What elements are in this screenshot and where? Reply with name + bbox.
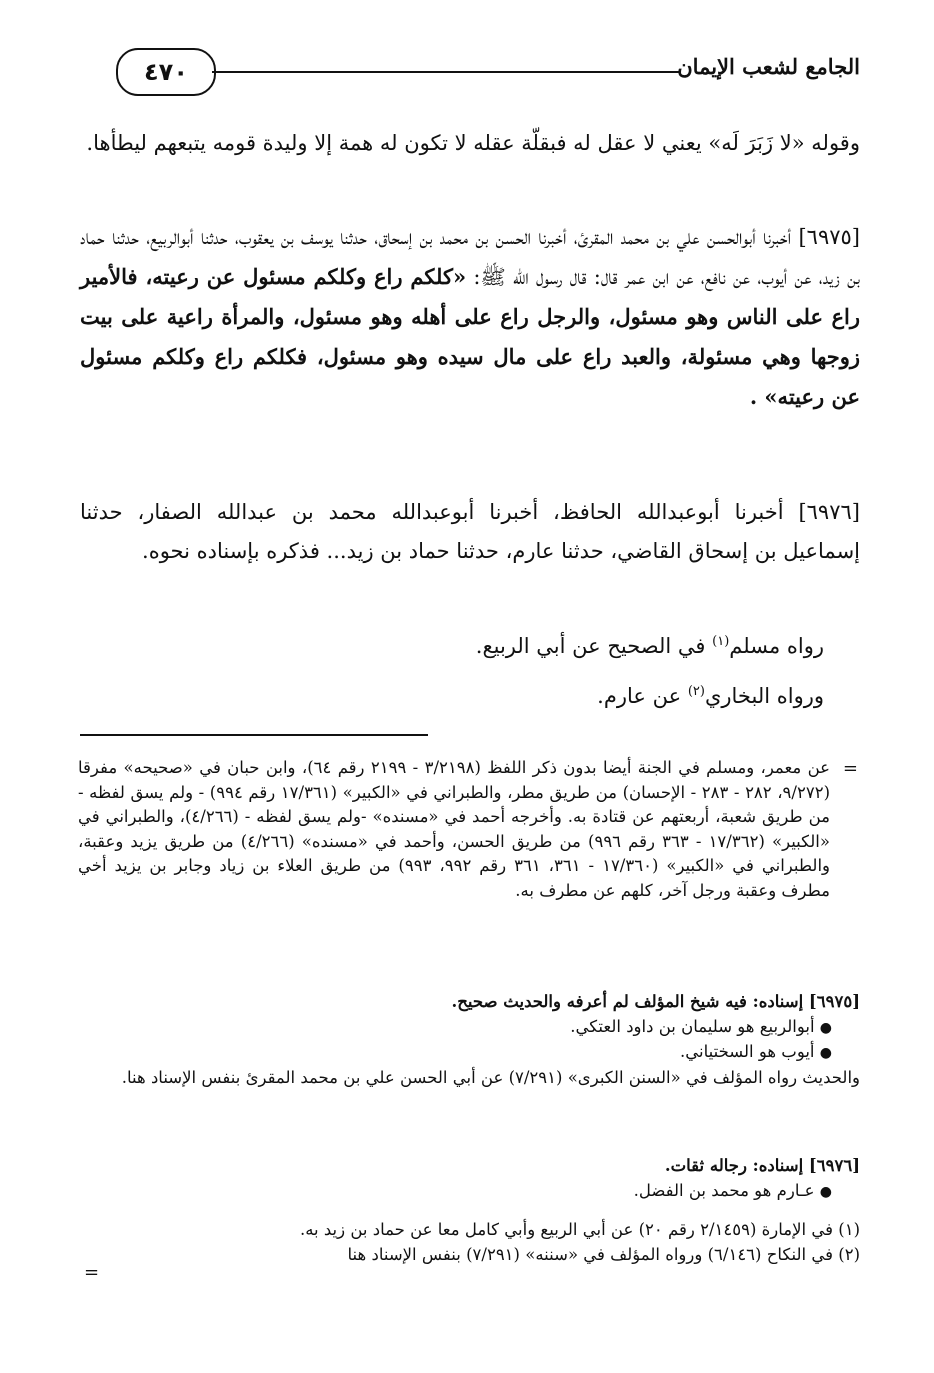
footnote-ref-1: (١): [712, 634, 730, 649]
footnote-1: (١) في الإمارة (٢/١٤٥٩ رقم ٢٠) عن أبي الربيع وأبي كامل معا عن حماد بن زيد به.: [299, 1220, 860, 1239]
hadith-matn: «كلكم راع وكلكم مسئول عن رعيته، فالأمير راع على الناس وهو مسئول، والرجل راع على أهله وهو مسئول، والمرأة راعية على بيت زوجها وهي مسئولة، والعبد راع على مال سيده وهو مسئول، فكلكم راع وكلكم مسئول عن رعيته» .: [80, 264, 860, 409]
header-rule: [212, 71, 680, 73]
list-item: ● عـارم هو محمد بن الفضل.: [633, 1180, 832, 1200]
note-text: والحديث رواه المؤلف في «السنن الكبرى» (٧/٢٩١) عن أبي الحسن علي بن محمد المقرئ بنفس الإسناد هنا.: [121, 1067, 860, 1087]
hadith-number: [٦٩٧٥]: [798, 225, 860, 249]
note-heading: [٦٩٧٦] إسناده: رجاله ثقات.: [664, 1156, 860, 1175]
hadith-number: [٦٩٧٦]: [798, 500, 860, 524]
list-item: ● أبوالربيع هو سليمان بن داود العتكي.: [570, 1016, 832, 1036]
continuation-mark-end: =: [84, 1262, 100, 1283]
bullet-icon: ●: [819, 1183, 832, 1200]
note-heading: [٦٩٧٥] إسناده: فيه شيخ المؤلف لم أعرفه والحديث صحيح.: [451, 992, 860, 1011]
footnote-separator: [80, 734, 428, 736]
page-number: ٤٧٠: [116, 48, 216, 96]
bullet-icon: ●: [819, 1019, 832, 1036]
takhrij-muslim: رواه مسلم$^{(١)}$ في الصحيح عن أبي الربيع.: [475, 634, 824, 658]
footnotes-numbered: [78, 1218, 860, 1267]
paragraph-commentary: [80, 124, 860, 163]
commentary-text: وقوله «لا زَبَرَ لَه» يعني لا عقل له فبقلّة عقله لا تكون له همة إلا وليدة قومه يتبعهم ليطأها.: [86, 131, 860, 155]
footnote-text: عن معمر، ومسلم في الجنة أيضا بدون ذكر اللفظ (٣/٢١٩٨ - ٢١٩٩ رقم ٦٤)، وابن حبان في «صحيحه» مفرقا (٩/٢٧٢، ٢٨٢ - ٢٨٣ - الإحسان) من طريق مطر، والطبراني في «الكبير» (١٧/٣٦١ رقم ٩٩٤) - ولم يسق لفظه - من طريق شعبة، أربعتهم عن قتادة به. وأخرجه أحمد في «مسنده» -ولم يسق لفظه - (٤/٢٦٦)، والطبراني في «الكبير» (١٧/٣٦٢ - ٣٦٣ رقم ٩٩٦) من طريق الحسن، وأحمد في «مسنده» (٤/٢٦٦) من طريق يزيد وعقبة، والطبراني في «الكبير» (١٧/٣٦٠ - ٣٦١، ٣٦١ رقم ٩٩٢، ٩٩٣) من طريق العلاء بن زياد وجابر بن يزيد أخي مطرف وعقبة ورجل آخر، كلهم عن مطرف به.: [78, 758, 831, 900]
bullet-icon: ●: [819, 1045, 832, 1061]
list-item: ● أيوب هو السختياني.: [680, 1042, 832, 1061]
hadith-isnad: أخبرنا أبوالحسن علي بن محمد المقرئ، أخبرنا الحسن بن محمد بن إسحاق، حدثنا يوسف بن يعقوب، حدثنا أبوالربيع، حدثنا حماد بن زيد، عن أيوب، عن نافع، عن ابن عمر قال: قال رسول الله ﷺ:: [80, 225, 860, 289]
footnote-continued: [78, 756, 830, 903]
note-6976: [78, 1154, 860, 1204]
note-6975: [78, 990, 860, 1090]
footnote-ref-2: (٢): [687, 684, 705, 699]
continuation-mark: =: [842, 758, 858, 779]
hadith-6975: [80, 218, 860, 417]
book-title: الجامع لشعب الإيمان: [677, 54, 860, 79]
page-header: [70, 44, 860, 104]
takhrij-bukhari: ورواه البخاري$^{(٢)}$ عن عارم.: [597, 684, 824, 708]
footnote-2: (٢) في النكاح (٦/١٤٦) ورواه المؤلف في «سننه» (٧/٢٩١) بنفس الإسناد هنا: [347, 1244, 860, 1264]
hadith-text: أخبرنا أبوعبدالله الحافظ، أخبرنا أبوعبدالله محمد بن عبدالله الصفار، حدثنا إسماعيل بن إسحاق القاضي، حدثنا عارم، حدثنا حماد بن زيد... فذكره بإسناده نحوه.: [80, 500, 860, 563]
hadith-6976: [80, 493, 860, 571]
